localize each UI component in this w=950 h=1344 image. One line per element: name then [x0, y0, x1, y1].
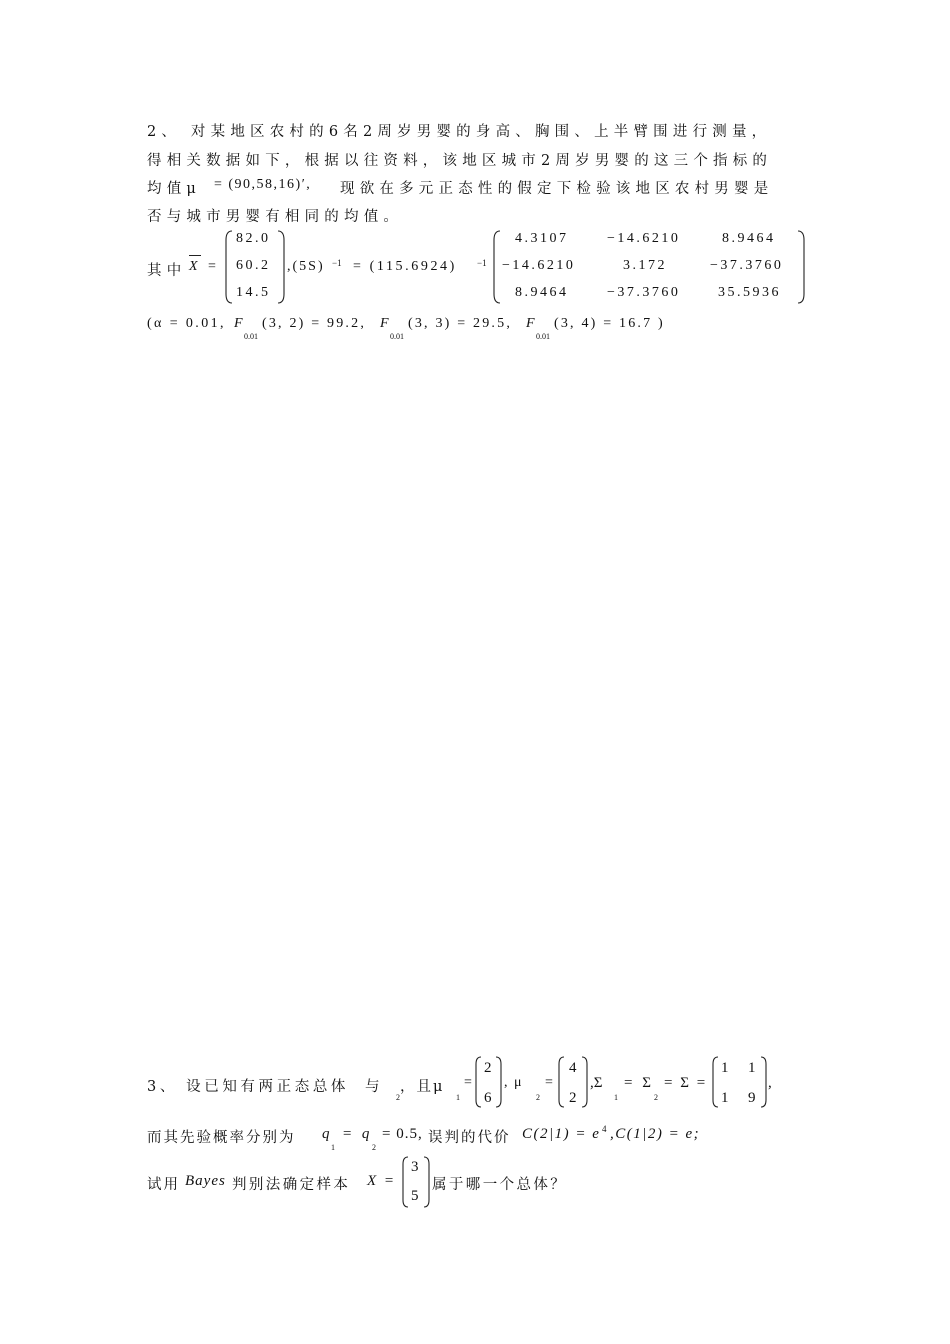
p3-X-eq: X = [367, 1173, 397, 1189]
p2-line-4: 否与城市男婴有相同的均值。 [147, 209, 404, 225]
p2-line-1: 2、 对某地区农村的6名2周岁男婴的身高、胸围、上半臂围进行测量， [147, 124, 772, 140]
p3-mu1-sub: 1 [456, 1093, 460, 1102]
p3-X-left-bracket [402, 1156, 409, 1208]
p3-eq: = [545, 1075, 553, 1090]
p3-sigma1-sub: 1 [614, 1093, 618, 1102]
p2-xbar-left-bracket [225, 230, 233, 304]
p2-line-3-prefix: 均值μ [147, 181, 202, 197]
p3-line-2-text: 而其先验概率分别为 [147, 1130, 296, 1146]
p2-matrix-cell: −37.3760 [710, 258, 784, 273]
p2-given-f3: (3, 4) = 16.7 ) [554, 316, 665, 331]
p3-line-1-with: 与 [365, 1079, 385, 1095]
p2-xbar-entry: 60.2 [236, 258, 271, 273]
p3-mu1-entry: 2 [484, 1060, 494, 1076]
p3-X-entry: 5 [411, 1188, 421, 1204]
p3-q1: q [322, 1126, 330, 1142]
p3-mu2-right-bracket [581, 1056, 588, 1108]
p3-line-3-text: 试用 [147, 1177, 180, 1193]
p2-scalar: = (115.6924) [353, 259, 457, 274]
p3-q2-sub: 2 [372, 1143, 376, 1152]
p3-cost2: ,C(1|2) = e; [610, 1126, 701, 1142]
p2-xbar-overline [189, 255, 201, 256]
p2-matrix-cell: −14.6210 [502, 258, 576, 273]
p2-given-open: (α = 0.01, [147, 316, 226, 331]
p3-mu2-entry: 2 [569, 1090, 579, 1106]
p3-sigma2-sub: 2 [654, 1093, 658, 1102]
p3-mu2-left-bracket [558, 1056, 565, 1108]
p3-mu1-entry: 6 [484, 1090, 494, 1106]
p3-sigma-left-bracket [712, 1056, 719, 1108]
p2-xbar-eq: = [208, 259, 216, 274]
p3-mu2-label: , μ [504, 1075, 524, 1090]
p3-q-eq: = q [342, 1126, 373, 1142]
p2-matrix-left-bracket [493, 230, 501, 304]
p2-given-F: F [526, 316, 535, 331]
p3-line-1-text: 3、 设已知有两正态总体 [147, 1079, 350, 1095]
p3-cost-text: 误判的代价 [428, 1130, 511, 1146]
p2-given-F: F [380, 316, 389, 331]
p2-where-label: 其中 [147, 263, 187, 279]
p3-X-entry: 3 [411, 1159, 421, 1175]
p2-xbar-entry: 14.5 [236, 285, 271, 300]
p3-and-mu: ，且μ [400, 1079, 445, 1095]
p2-inv-sup: −1 [332, 258, 342, 268]
p3-X-right-bracket [423, 1156, 430, 1208]
p2-xbar-right-bracket [277, 230, 285, 304]
p3-sigma-eq: = Σ [624, 1075, 654, 1091]
p3-sub-2: 2 [396, 1093, 400, 1102]
p3-q-val: = 0.5, [382, 1126, 423, 1142]
p3-sigma-cell: 1 [721, 1060, 731, 1076]
p3-cost1: C(2|1) = e [522, 1126, 601, 1142]
p3-mu2-entry: 4 [569, 1060, 579, 1076]
p2-matrix-right-bracket [797, 230, 805, 304]
p2-given-F-sub: 0.01 [390, 332, 404, 341]
p2-matrix-cell: 8.9464 [515, 285, 569, 300]
p2-matrix-cell: 4.3107 [515, 231, 569, 246]
p3-mu1-left-bracket [475, 1056, 482, 1108]
p2-given-F-sub: 0.01 [244, 332, 258, 341]
p3-sigma-right-bracket [760, 1056, 767, 1108]
p2-given-F-sub: 0.01 [536, 332, 550, 341]
p3-eq: = [464, 1075, 472, 1090]
p2-given-F: F [234, 316, 243, 331]
p2-xbar-symbol: X [189, 259, 198, 274]
p3-q1-sub: 1 [331, 1143, 335, 1152]
p2-mu-value: = (90,58,16)′, [214, 177, 312, 192]
p3-sigma-eq2: = Σ = [664, 1075, 708, 1091]
p3-sigma-text: ,Σ [590, 1075, 603, 1091]
p3-sigma-cell: 9 [748, 1090, 758, 1106]
p2-matrix-cell: 35.5936 [718, 285, 781, 300]
p2-matrix-cell: −37.3760 [607, 285, 681, 300]
p2-given-f1: (3, 2) = 99.2, [262, 316, 367, 331]
p3-cost1-sup: 4 [602, 1124, 607, 1134]
p3-mu1-right-bracket [495, 1056, 502, 1108]
p3-mu2-sub: 2 [536, 1093, 540, 1102]
p2-matrix-cell: −14.6210 [607, 231, 681, 246]
p2-matrix-cell: 3.172 [623, 258, 667, 273]
p2-scalar-sup: −1 [477, 258, 487, 268]
p2-inv-label: ,(5S) [287, 259, 325, 274]
p3-line-3-mid: 判别法确定样本 [232, 1177, 351, 1193]
p3-sigma-cell: 1 [721, 1090, 731, 1106]
p3-comma: , [768, 1075, 772, 1091]
p2-line-2: 得相关数据如下，根据以往资料，该地区城市2周岁男婴的这三个指标的 [147, 153, 773, 169]
p2-given-f2: (3, 3) = 29.5, [408, 316, 513, 331]
p3-line-3-end: 属于哪一个总体？ [432, 1177, 568, 1193]
p2-xbar-entry: 82.0 [236, 231, 271, 246]
p3-sigma-cell: 1 [748, 1060, 758, 1076]
p2-matrix-cell: 8.9464 [722, 231, 776, 246]
p2-line-3-rest: 现欲在多元正态性的假定下检验该地区农村男婴是 [340, 181, 774, 197]
p3-bayes: Bayes [185, 1173, 226, 1189]
